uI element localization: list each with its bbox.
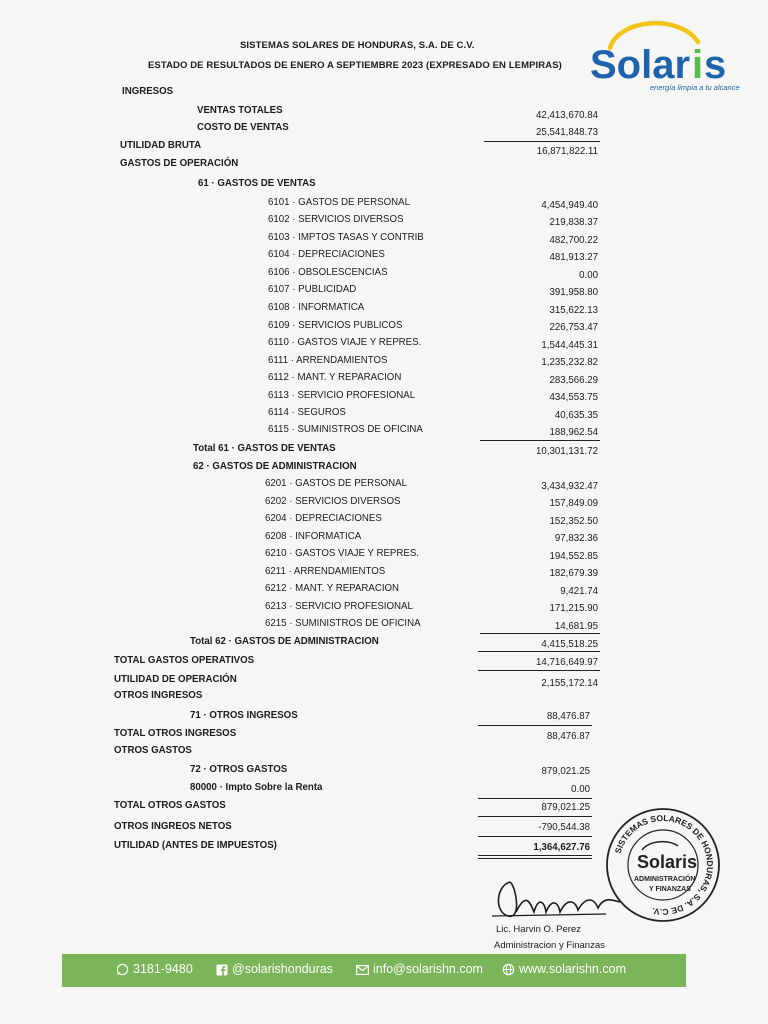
row-value: 2,155,172.14	[541, 678, 598, 689]
row-label: 6115 · SUMINISTROS DE OFICINA	[268, 424, 423, 435]
section-gastos-operacion: GASTOS DE OPERACIÓN	[120, 158, 239, 169]
row-value: 391,958.80	[549, 287, 598, 298]
row-value: 0.00	[571, 784, 590, 795]
footer-phone[interactable]	[116, 962, 193, 976]
row-label: 6215 · SUMINISTROS DE OFICINA	[265, 618, 421, 629]
row-label: 6111 · ARRENDAMIENTOS	[268, 355, 388, 366]
row-label: 6201 · GASTOS DE PERSONAL	[265, 478, 407, 489]
row-label: 6114 · SEGUROS	[268, 407, 346, 418]
section-otros-ingresos: OTROS INGRESOS	[114, 690, 203, 701]
row-value: 42,413,670.84	[536, 110, 598, 121]
svg-text:s: s	[704, 43, 727, 87]
row-label: 6108 · INFORMATICA	[268, 302, 365, 313]
row-value: 0.00	[579, 270, 598, 281]
footer-website-text: www.solarishn.com	[519, 962, 626, 976]
total-rule	[478, 816, 592, 817]
svg-text:Solar: Solar	[590, 43, 691, 87]
row-value: 9,421.74	[560, 586, 598, 597]
facebook-icon	[216, 964, 228, 976]
group-62: 62 · GASTOS DE ADMINISTRACION	[193, 461, 357, 472]
total-rule	[478, 725, 592, 726]
footer-website[interactable]	[502, 962, 626, 976]
row-label: 6211 · ARRENDAMIENTOS	[265, 566, 386, 577]
row-value: 10,301,131.72	[536, 446, 598, 457]
row-value: 152,352.50	[549, 516, 598, 527]
total-otros-ingresos: TOTAL OTROS INGRESOS	[114, 728, 237, 739]
otros-ingresos-netos: OTROS INGREOS NETOS	[114, 821, 232, 832]
row-value: 14,716,649.97	[536, 657, 598, 668]
row-value: 171,215.90	[549, 603, 598, 614]
signer-role: Administracion y Finanzas	[494, 940, 605, 951]
group-61: 61 · GASTOS DE VENTAS	[198, 178, 316, 189]
utilidad-antes-impuestos: UTILIDAD (ANTES DE IMPUESTOS)	[114, 840, 277, 851]
report-title: ESTADO DE RESULTADOS DE ENERO A SEPTIEMBRE 2023 (EXPRESADO EN LEMPIRAS)	[148, 60, 562, 71]
total-rule	[480, 440, 600, 441]
total-otros-gastos: TOTAL OTROS GASTOS	[114, 800, 226, 811]
row-value: -790,544.38	[538, 822, 590, 833]
footer-email-text: info@solarishn.com	[373, 962, 483, 976]
row-label: 80000 · Impto Sobre la Renta	[190, 782, 323, 793]
footer-facebook-text: @solarishonduras	[232, 962, 333, 976]
total-rule	[478, 670, 600, 671]
row-label: 6103 · IMPTOS TASAS Y CONTRIB	[268, 232, 424, 243]
svg-text:i: i	[692, 43, 704, 87]
row-value: 879,021.25	[541, 802, 590, 813]
solaris-logo	[588, 20, 748, 96]
total-62: Total 62 · GASTOS DE ADMINISTRACION	[190, 636, 379, 647]
seal-dept-2: Y FINANZAS	[649, 886, 691, 893]
seal-dept-1: ADMINISTRACIÓN	[634, 876, 696, 883]
double-total-rule	[478, 858, 592, 859]
signer-name: Lic. Harvin O. Perez	[496, 924, 581, 935]
row-label: 6101 · GASTOS DE PERSONAL	[268, 197, 410, 208]
row-label: 6109 · SERVICIOS PUBLICOS	[268, 320, 403, 331]
seal-ring-text: SISTEMAS SOLARES DE HONDURAS, S.A. DE C.V.	[612, 812, 716, 918]
row-label: 6210 · GASTOS VIAJE Y REPRES.	[265, 548, 419, 559]
row-label: 71 · OTROS INGRESOS	[190, 710, 298, 721]
row-value: 25,541,848.73	[536, 127, 598, 138]
row-value: 40,635.35	[554, 410, 598, 421]
row-value: 182,679.39	[549, 568, 598, 579]
row-value: 315,622.13	[549, 305, 598, 316]
row-label: 6204 · DEPRECIACIONES	[265, 513, 382, 524]
row-label: VENTAS TOTALES	[197, 105, 283, 116]
row-label: 6107 · PUBLICIDAD	[268, 284, 357, 295]
row-value: 3,434,932.47	[541, 481, 598, 492]
row-label: 6212 · MANT. Y REPARACION	[265, 583, 400, 594]
row-value: 226,753.47	[549, 322, 598, 333]
row-value: 188,962.54	[549, 427, 598, 438]
footer-email[interactable]	[356, 962, 483, 976]
row-value: 194,552.85	[549, 551, 598, 562]
utilidad-operacion: UTILIDAD DE OPERACIÓN	[114, 674, 237, 685]
total-rule	[478, 798, 592, 799]
total-rule	[478, 651, 600, 652]
row-value: 879,021.25	[541, 766, 590, 777]
total-rule	[484, 141, 600, 142]
row-value: 219,838.37	[549, 217, 598, 228]
row-label: 72 · OTROS GASTOS	[190, 764, 288, 775]
footer-facebook[interactable]	[216, 962, 333, 976]
whatsapp-icon	[116, 963, 129, 976]
total-rule	[478, 855, 592, 856]
row-label: 6208 · INFORMATICA	[265, 531, 362, 542]
row-label: UTILIDAD BRUTA	[120, 140, 202, 151]
section-ingresos: INGRESOS	[122, 86, 174, 97]
row-value: 1,235,232.82	[541, 357, 598, 368]
total-61: Total 61 · GASTOS DE VENTAS	[193, 443, 336, 454]
footer-contact-bar	[62, 954, 686, 987]
row-value: 88,476.87	[546, 711, 590, 722]
row-value: 283,566.29	[549, 375, 598, 386]
seal-brand: Solaris	[637, 852, 698, 872]
total-rule	[480, 633, 600, 634]
row-label: 6213 · SERVICIO PROFESIONAL	[265, 601, 413, 612]
section-otros-gastos: OTROS GASTOS	[114, 745, 192, 756]
row-value: 4,454,949.40	[541, 200, 598, 211]
footer-phone-text: 3181-9480	[133, 962, 193, 976]
logo-tagline: energía limpia a tu alcance	[650, 83, 740, 92]
row-label: 6110 · GASTOS VIAJE Y REPRES.	[268, 337, 422, 348]
row-label: 6202 · SERVICIOS DIVERSOS	[265, 496, 401, 507]
row-value: 481,913.27	[549, 252, 598, 263]
row-label: 6112 · MANT. Y REPARACION	[268, 372, 402, 383]
email-icon	[356, 965, 369, 975]
globe-icon	[502, 963, 515, 976]
row-label: 6102 · SERVICIOS DIVERSOS	[268, 214, 404, 225]
total-rule	[478, 836, 592, 837]
row-value: 16,871,822.11	[536, 146, 598, 157]
row-label: 6113 · SERVICIO PROFESIONAL	[268, 390, 416, 401]
row-label: 6104 · DEPRECIACIONES	[268, 249, 385, 260]
row-value: 88,476.87	[546, 731, 590, 742]
handwritten-signature	[486, 872, 626, 928]
row-value: 14,681.95	[554, 621, 598, 632]
row-value: 434,553.75	[549, 392, 598, 403]
row-value: 97,832.36	[554, 533, 598, 544]
row-value: 157,849.09	[549, 498, 598, 509]
company-name: SISTEMAS SOLARES DE HONDURAS, S.A. DE C.V.	[240, 40, 475, 51]
row-label: COSTO DE VENTAS	[197, 122, 289, 133]
row-value: 1,364,627.76	[533, 842, 590, 853]
row-value: 4,415,518.25	[541, 639, 598, 650]
row-label: 6106 · OBSOLESCENCIAS	[268, 267, 388, 278]
row-value: 1,544,445.31	[541, 340, 598, 351]
row-value: 482,700.22	[549, 235, 598, 246]
total-gastos-operativos: TOTAL GASTOS OPERATIVOS	[114, 655, 255, 666]
